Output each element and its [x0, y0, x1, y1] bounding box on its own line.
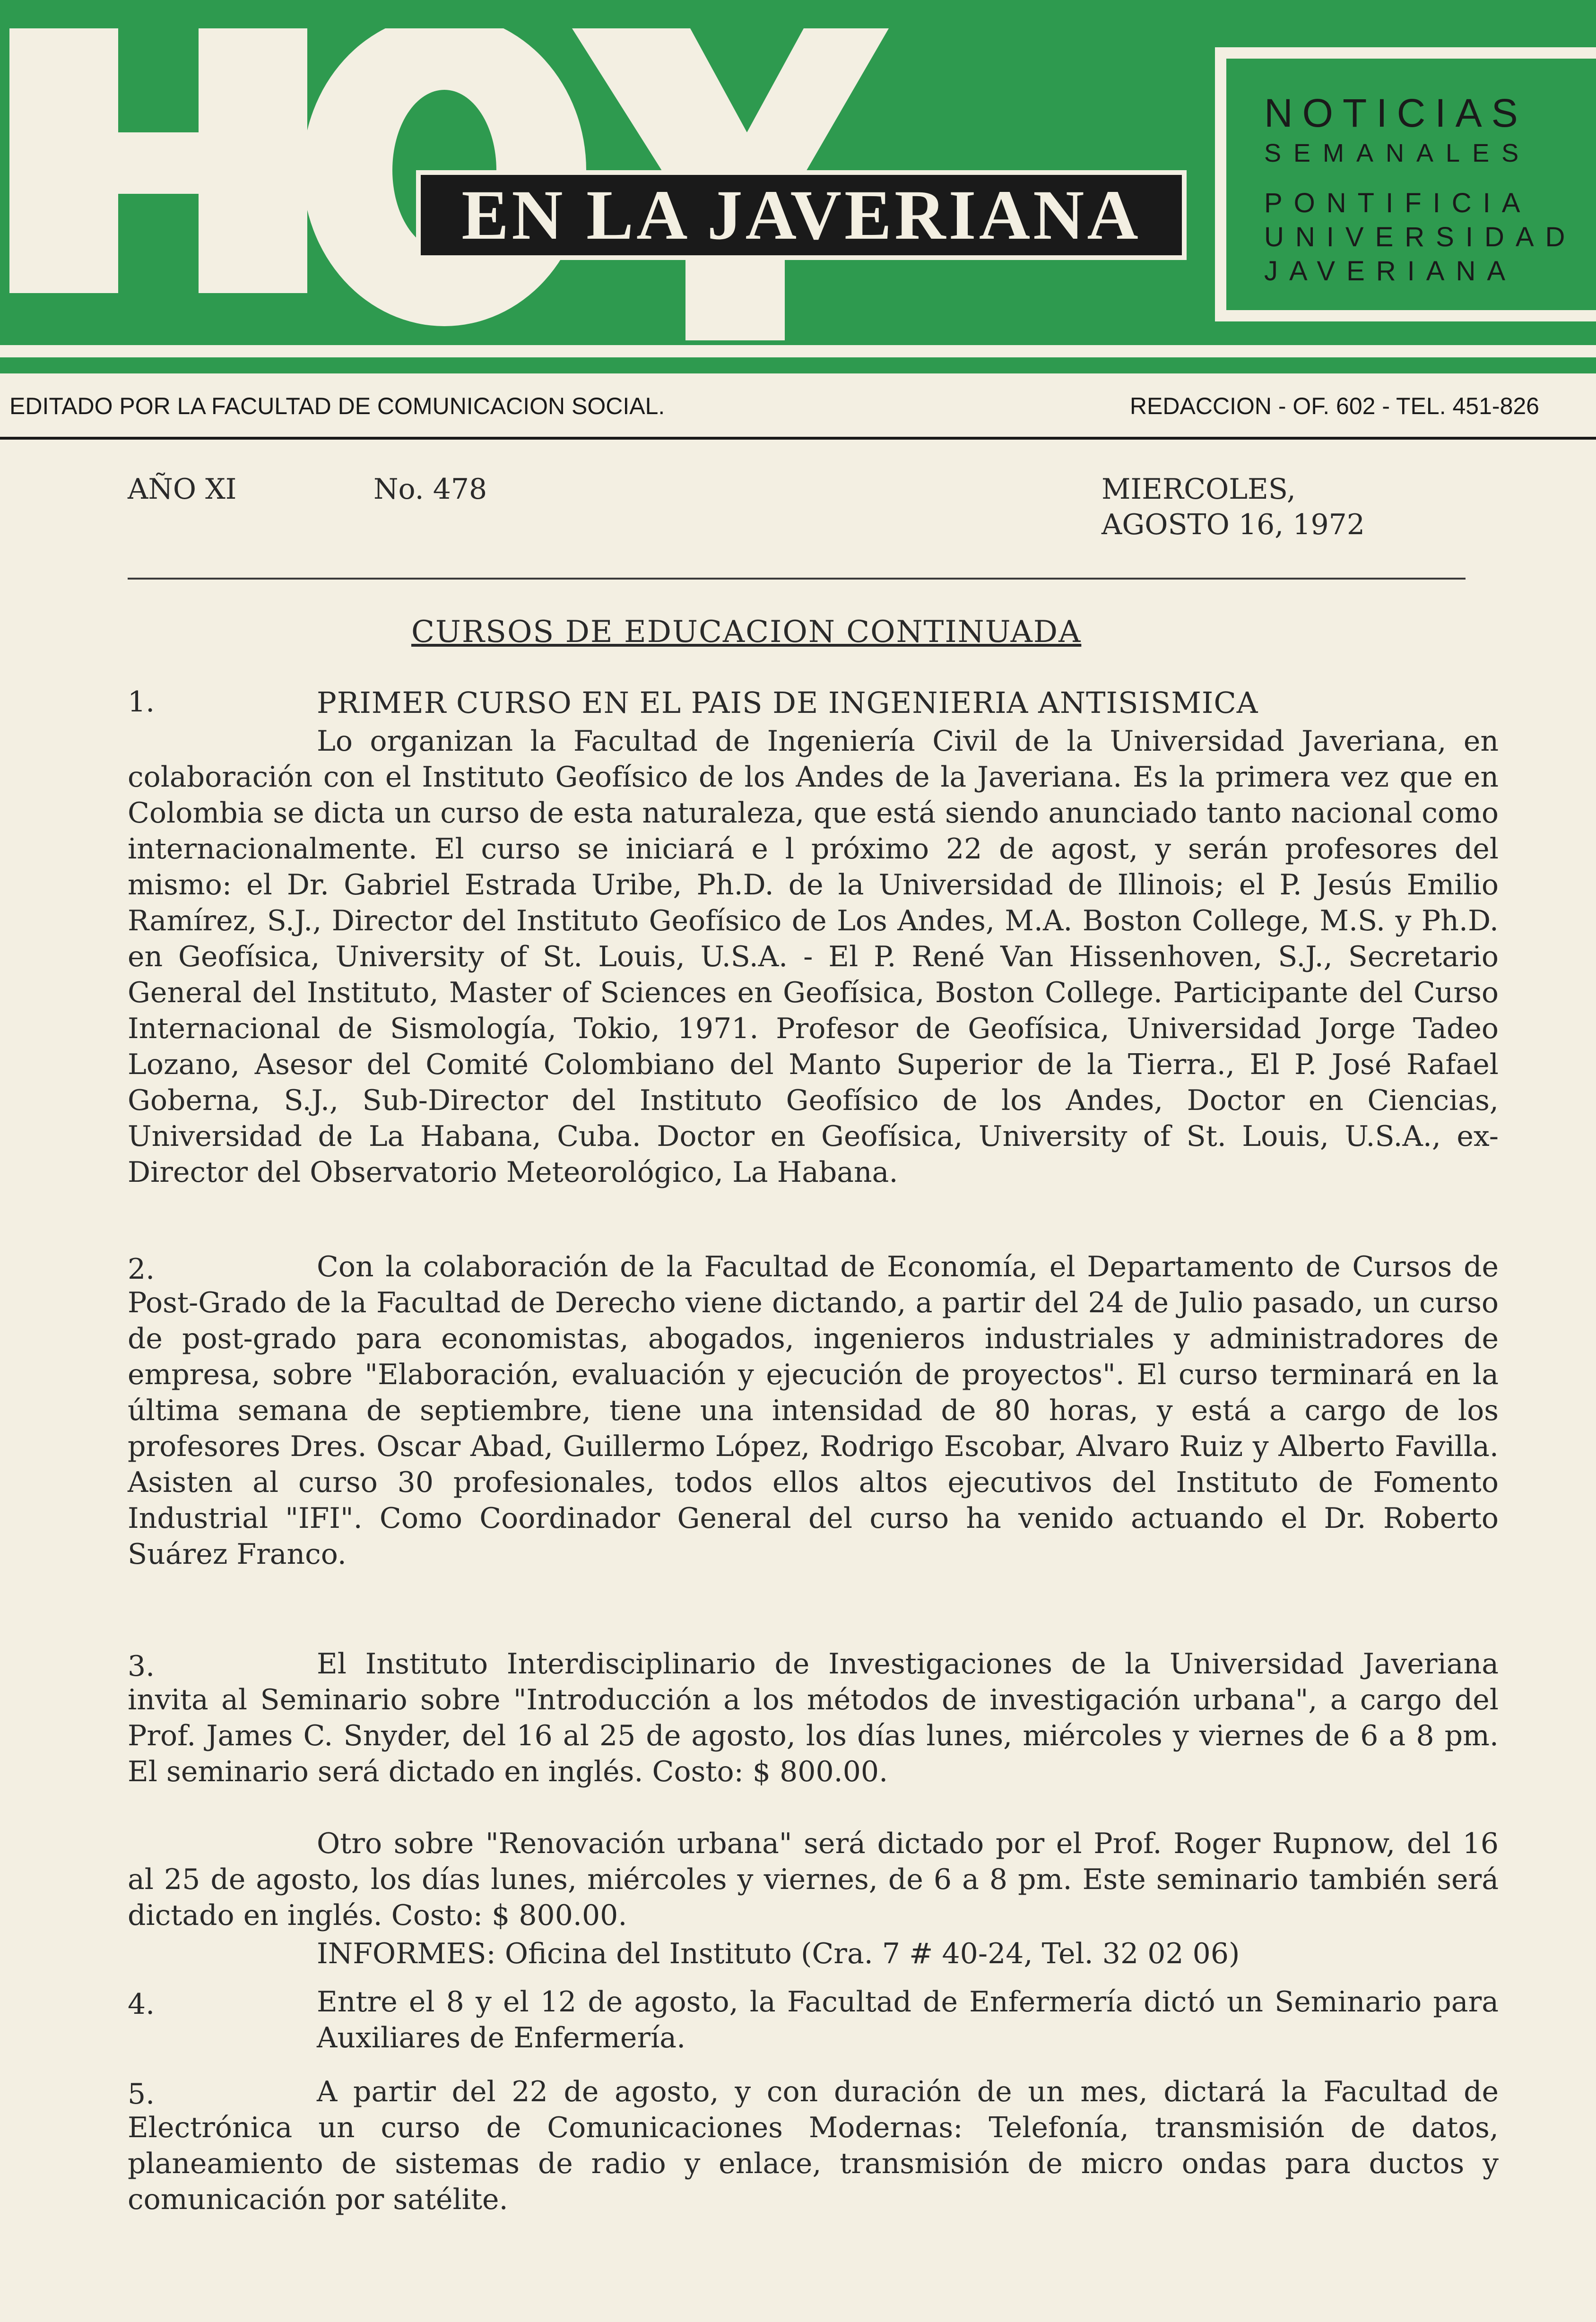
masthead-rule [0, 345, 1596, 357]
credits-left: EDITADO POR LA FACULTAD DE COMUNICACION SOCIAL. [9, 393, 665, 419]
item-paragraph-2: Otro sobre "Renovación urbana" será dictado por el Prof. Roger Rupnow, del 16 al 25 de agosto, los días lunes, miércoles y viernes, de 6 a 8 pm. Este seminario también será dictado en inglés. Costo: $ 800.00. [128, 1827, 1499, 1932]
side-semanales: SEMANALES [1264, 139, 1531, 167]
item-paragraph: Con la colaboración de la Facultad de Economía, el Departamento de Cursos de Post-Grado de la Facultad de Derecho viene dictando, a partir del 24 de Julio pasado, un curso de post-grado para economistas, abogados, ingenieros industriales y administradores de empresa, sobre "Elaboración, evaluación y ejecución de proyectos". El curso terminará en la última semana de septiembre, tiene una intensidad de 80 horas, y está a cargo de los profesores Dres. Oscar Abad, Guillermo López, Rodrigo Escobar, Alvaro Ruiz y Alberto Favilla. Asisten al curso 30 profesionales, todos ellos altos ejecutivos del Instituto de Fomento Industrial "IFI". Como Coordinador General del curso ha venido actuando el Dr. Roberto Suárez Franco. [128, 1250, 1499, 1571]
issue-day: MIERCOLES, [1102, 473, 1296, 506]
issue-number: No. 478 [373, 473, 487, 506]
side-pontificia: PONTIFICIA [1264, 188, 1532, 218]
credits-bar [0, 373, 1596, 440]
item-paragraph: Entre el 8 y el 12 de agosto, la Facultad de Enfermería dictó un Seminario para Auxiliares de Enfermería. [317, 1985, 1499, 2054]
item-number: 1. [128, 685, 155, 719]
banner-title: EN LA JAVERIANA [416, 170, 1187, 260]
item-info: INFORMES: Oficina del Instituto (Cra. 7 # 40-24, Tel. 32 02 06) [317, 1937, 1240, 1970]
item-title: PRIMER CURSO EN EL PAIS DE INGENIERIA ANTISISMICA [317, 685, 1258, 720]
divider [128, 578, 1466, 580]
page-headline: CURSOS DE EDUCACION CONTINUADA [411, 615, 1082, 650]
issue-date: AGOSTO 16, 1972 [1102, 508, 1365, 541]
item-paragraph: El Instituto Interdisciplinario de Investigaciones de la Universidad Javeriana invita al Seminario sobre "Introducción a los métodos de investigación urbana", a cargo del Prof. James C. Snyder, del 16 al 25 de agosto, los días lunes, miércoles y viernes de 6 a 8 pm. El seminario será dictado en inglés. Costo: $ 800.00. [128, 1647, 1499, 1788]
masthead [0, 0, 1596, 373]
item-number: 4. [128, 1988, 155, 2021]
side-box [1215, 47, 1596, 321]
side-universidad: UNIVERSIDAD [1264, 222, 1577, 252]
side-javeriana: JAVERIANA [1264, 256, 1517, 286]
item-number: 5. [128, 2078, 155, 2111]
credits-right: REDACCION - OF. 602 - TEL. 451-826 [1129, 393, 1539, 419]
item-paragraph: Lo organizan la Facultad de Ingeniería Civil de la Universidad Javeriana, en colaboración con el Instituto Geofísico de los Andes de la Javeriana. Es la primera vez que en Colombia se dicta un curso de esta naturaleza, que está siendo anunciado tanto nacional como internacionalmente. El curso se iniciará e l próximo 22 de agost, y serán profesores del mismo: el Dr. Gabriel Estrada Uribe, Ph.D. de la Universidad de Illinois; el P. Jesús Emilio Ramírez, S.J., Director del Instituto Geofísico de Los Andes, M.A. Boston College, M.S. y Ph.D. en Geofísica, University of St. Louis, U.S.A. - El P. René Van Hissenhoven, S.J., Secretario General del Instituto, Master of Sciences en Geofísica, Boston College. Participante del Curso Internacional de Sismología, Tokio, 1971. Profesor de Geofísica, Universidad Jorge Tadeo Lozano, Asesor del Comité Colombiano del Manto Superior de la Tierra., El P. José Rafael Goberna, S.J., Sub-Director del Instituto Geofísico de los Andes, Doctor en Ciencias, Universidad de La Habana, Cuba. Doctor en Geofísica, University of St. Louis, U.S.A., ex-Director del Observatorio Meteorológico, La Habana. [128, 725, 1499, 1189]
item-number: 2. [128, 1253, 155, 1286]
item-number: 3. [128, 1650, 155, 1683]
issue-year: AÑO XI [128, 473, 237, 506]
side-noticias: NOTICIAS [1264, 91, 1527, 135]
item-paragraph: A partir del 22 de agosto, y con duración de un mes, dictará la Facultad de Electrónica un curso de Comunicaciones Modernas: Telefonía, transmisión de datos, planeamiento de sistemas de radio y enlace, transmisión de micro ondas para ductos y comunicación por satélite. [128, 2075, 1499, 2216]
